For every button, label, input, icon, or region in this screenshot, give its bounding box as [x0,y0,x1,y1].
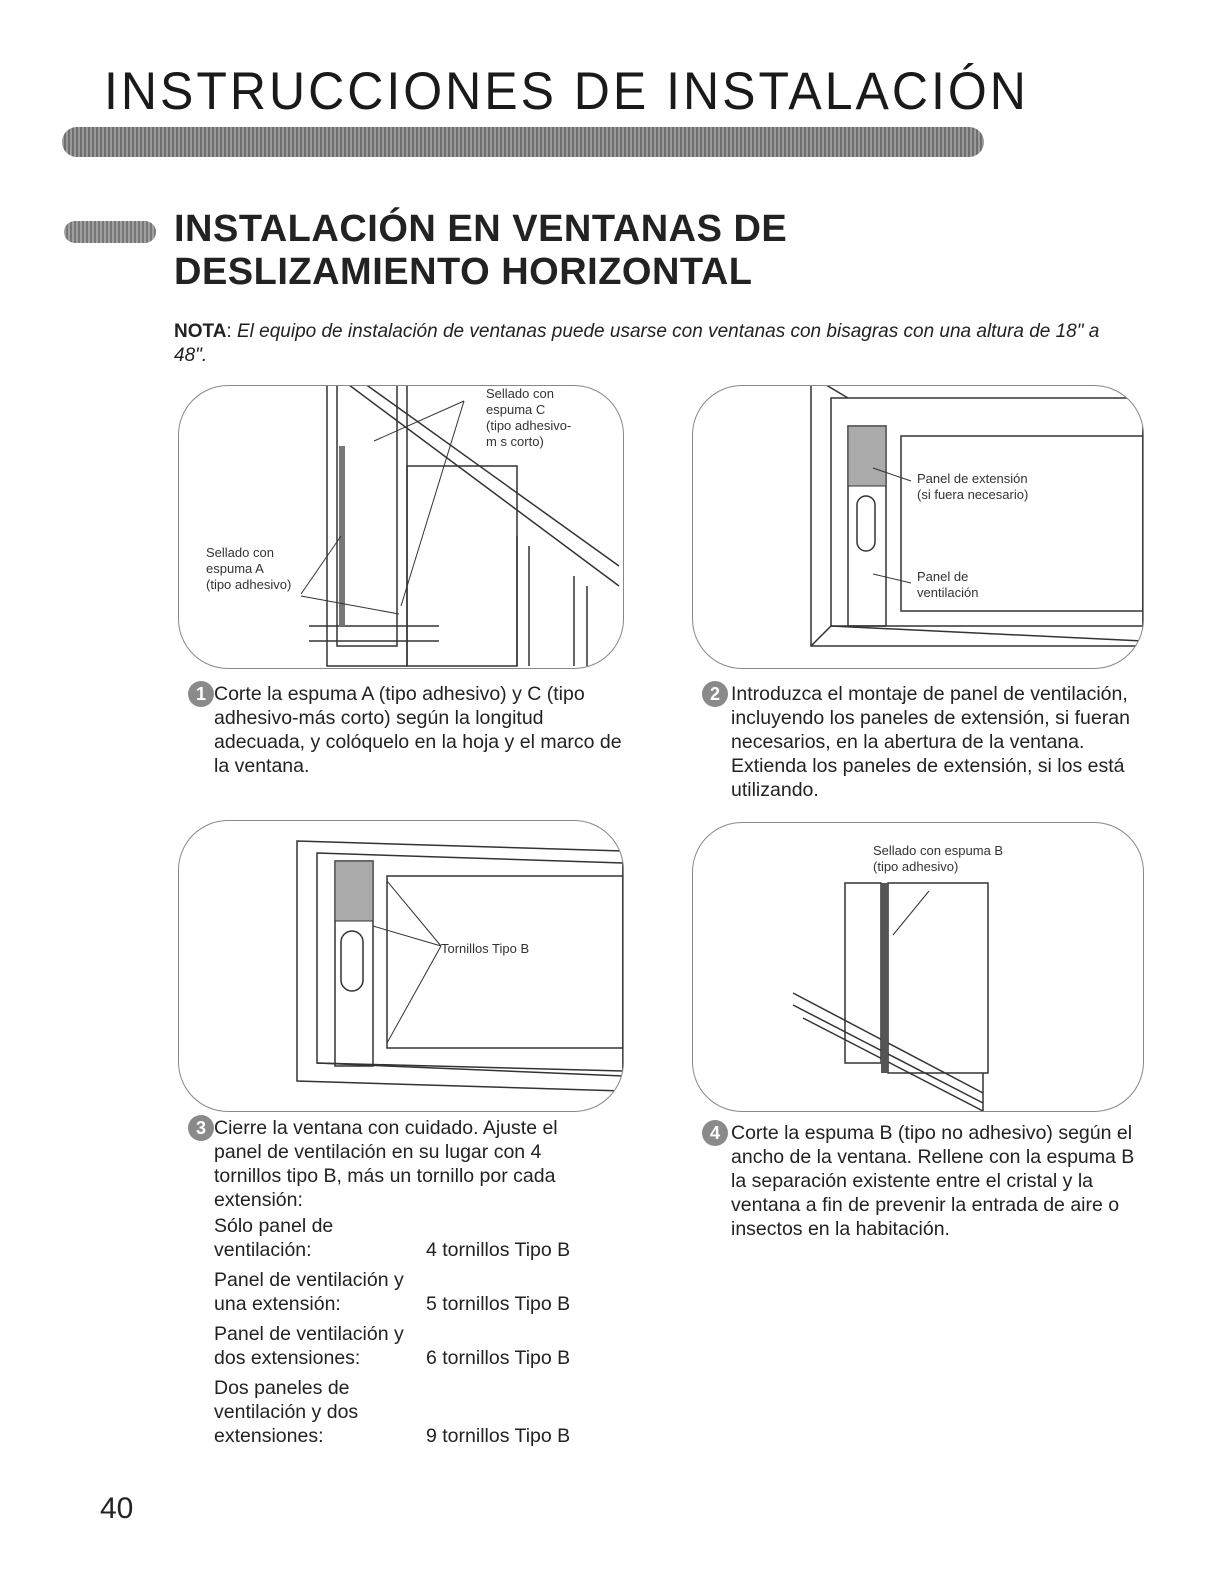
screw-row [214,1214,570,1262]
fig2-label-ext-2: (si fuera necesario) [917,487,1029,502]
fig1-label-a-1: Sellado con [206,545,274,560]
screw-count: 9 tornillos Tipo B [426,1425,571,1447]
fig1-label-c-2: espuma C [486,402,546,417]
step-3-text: Cierre la ventana con cuidado. Ajuste el panel de ventilación en su lugar con 4 tornillos tipo B, más un tornillo por cada extensión: [214,1117,558,1211]
figure-4 [692,822,1144,1112]
note-text: El equipo de instalación de ventanas puede usarse con ventanas con bisagras con una altura de 18" a 48". [174,321,1100,366]
figure-3 [178,820,624,1112]
screw-row [214,1322,570,1370]
fig4-label-b-1: Sellado con espuma B [873,843,1004,858]
step-1-badge: 1 [188,681,214,707]
fig2-label-vent-2: ventilación [917,585,979,600]
screw-table [214,1214,570,1454]
note: NOTA: El equipo de instalación de ventanas puede usarse con ventanas con bisagras con una altura de 18" a 48". [174,321,1100,366]
figure-3-drawing [179,821,623,1111]
step-4-text: Corte la espuma B (tipo no adhesivo) según el ancho de la ventana. Rellene con la espuma B la separación existente entre el cristal y la ventana a fin de prevenir la entrada de aire o insectos en la habitación. [731,1122,1135,1240]
screw-count: 5 tornillos Tipo B [426,1293,571,1315]
section-title-line1: INSTALACIÓN EN VENTANAS DE [174,208,788,250]
screw-count: 6 tornillos Tipo B [426,1347,571,1369]
step-2-text: Introduzca el montaje de panel de ventilación, incluyendo los paneles de extensión, si fueran necesarios, en la abertura de la ventana. Extienda los paneles de extensión, si los está utilizando. [731,683,1130,801]
section-title [174,208,787,294]
fig3-label-screws: Tornillos Tipo B [441,941,530,956]
step-3-badge: 3 [188,1115,214,1141]
fig2-label-ext-1: Panel de extensión [917,471,1028,486]
screw-count: 4 tornillos Tipo B [426,1239,571,1261]
step-2-badge: 2 [702,681,728,707]
figure-4-drawing [693,823,1143,1111]
page-number: 40 [100,1492,134,1525]
figure-1 [178,385,624,669]
page-title: INSTRUCCIONES DE INSTALACIÓN [104,61,1029,121]
fig4-label-b-2: (tipo adhesivo) [873,859,959,874]
step-4-badge: 4 [702,1120,728,1146]
fig1-label-c-3: (tipo adhesivo- [486,418,572,433]
screw-config: Dos paneles de ventilación y dos extensiones: [214,1377,359,1447]
fig1-label-a-3: (tipo adhesivo) [206,577,292,592]
title-bar [62,127,984,157]
fig1-label-c-4: m s corto) [486,434,544,449]
fig1-label-c-1: Sellado con [486,386,554,401]
section-marker [64,221,156,243]
fig1-label-a-2: espuma A [206,561,264,576]
figure-2 [692,385,1144,669]
note-label: NOTA [174,321,227,342]
screw-config: Panel de ventilación y una extensión: [214,1269,404,1315]
section-title-line2: DESLIZAMIENTO HORIZONTAL [174,251,753,293]
screw-row [214,1376,570,1448]
figure-1-drawing [179,386,623,668]
fig2-label-vent-1: Panel de [917,569,969,584]
figure-2-drawing [693,386,1143,668]
screw-config: Sólo panel de ventilación: [214,1215,334,1261]
screw-row [214,1268,570,1316]
screw-config: Panel de ventilación y dos extensiones: [214,1323,404,1369]
step-1-text: Corte la espuma A (tipo adhesivo) y C (tipo adhesivo-más corto) según la longitud adecuada, y colóquelo en la hoja y el marco de la ventana. [214,683,622,777]
